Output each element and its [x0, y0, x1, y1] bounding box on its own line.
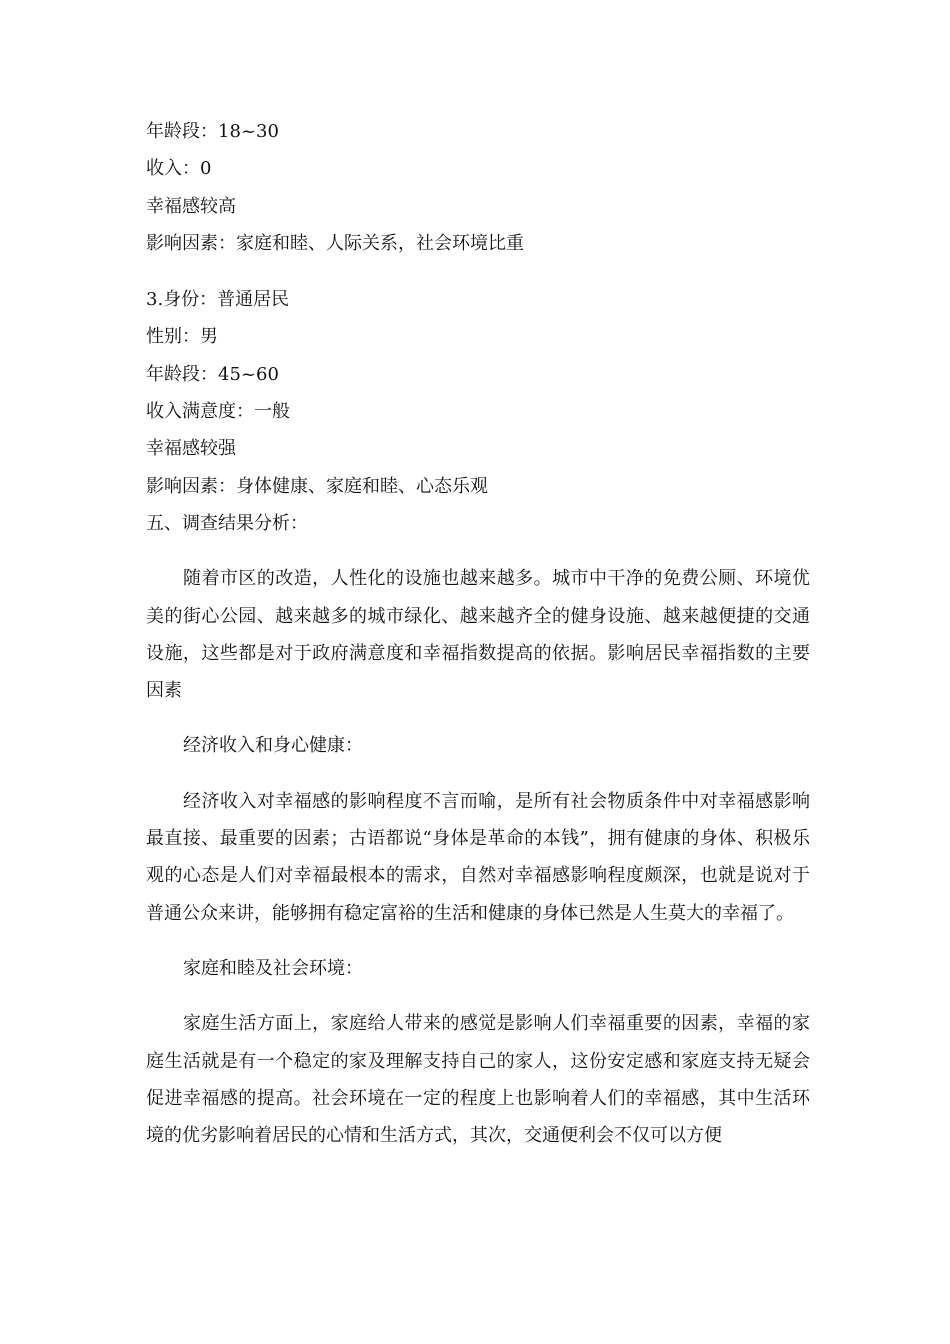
profile2-income: 收入：0 — [146, 158, 212, 180]
family-paragraph: 家庭生活方面上，家庭给人带来的感觉是影响人们幸福重要的因素，幸福的家庭生活就是有一个稳定的家及理解支持自己的家人，这份安定感和家庭支持无疑会促进幸福感的提高。社会环境在一定的程度上也影响着人们的幸福感，其中生活环境的优劣影响着居民的心情和生活方式，其次，交通便利会不仅可以方便 — [146, 1013, 810, 1147]
profile3-factors: 影响因素：身体健康、家庭和睦、心态乐观 — [146, 475, 488, 497]
family-heading: 家庭和睦及社会环境： — [183, 957, 363, 979]
profile3-identity: 3.身份：普通居民 — [146, 289, 290, 311]
spacer — [146, 987, 810, 1005]
profile3-age: 年龄段：45~60 — [146, 363, 279, 385]
profile3-gender: 性别：男 — [146, 326, 218, 348]
spacer — [146, 765, 810, 783]
spacer — [146, 542, 810, 560]
document-page — [146, 113, 810, 1154]
profile2-age: 年龄段：18~30 — [146, 121, 279, 142]
profile2-happiness: 幸福感较高 — [146, 195, 236, 217]
profile3-income-satisfaction: 收入满意度：一般 — [146, 401, 290, 423]
section5-heading: 五、调查结果分析： — [146, 512, 308, 534]
profile3-happiness: 幸福感较强 — [146, 438, 236, 460]
spacer — [146, 932, 810, 950]
profile2-factors: 影响因素：家庭和睦、人际关系，社会环境比重 — [146, 232, 524, 254]
economy-heading: 经济收入和身心健康： — [183, 735, 363, 757]
spacer — [146, 262, 810, 281]
section5-intro-paragraph: 随着市区的改造，人性化的设施也越来越多。城市中干净的免费公厕、环境优美的街心公园、越来越多的城市绿化、越来越齐全的健身设施、越来越便捷的交通设施，这些都是对于政府满意度和幸福指数提高的依据。影响居民幸福指数的主要因素 — [146, 568, 810, 702]
spacer — [146, 709, 810, 727]
economy-paragraph: 经济收入对幸福感的影响程度不言而喻，是所有社会物质条件中对幸福感影响最直接、最重要的因素；古语都说“身体是革命的本钱”，拥有健康的身体、积极乐观的心态是人们对幸福最根本的需求，自然对幸福感影响程度颇深，也就是说对于普通公众来讲，能够拥有稳定富裕的生活和健康的身体已然是人生莫大的幸福了。 — [146, 790, 810, 924]
